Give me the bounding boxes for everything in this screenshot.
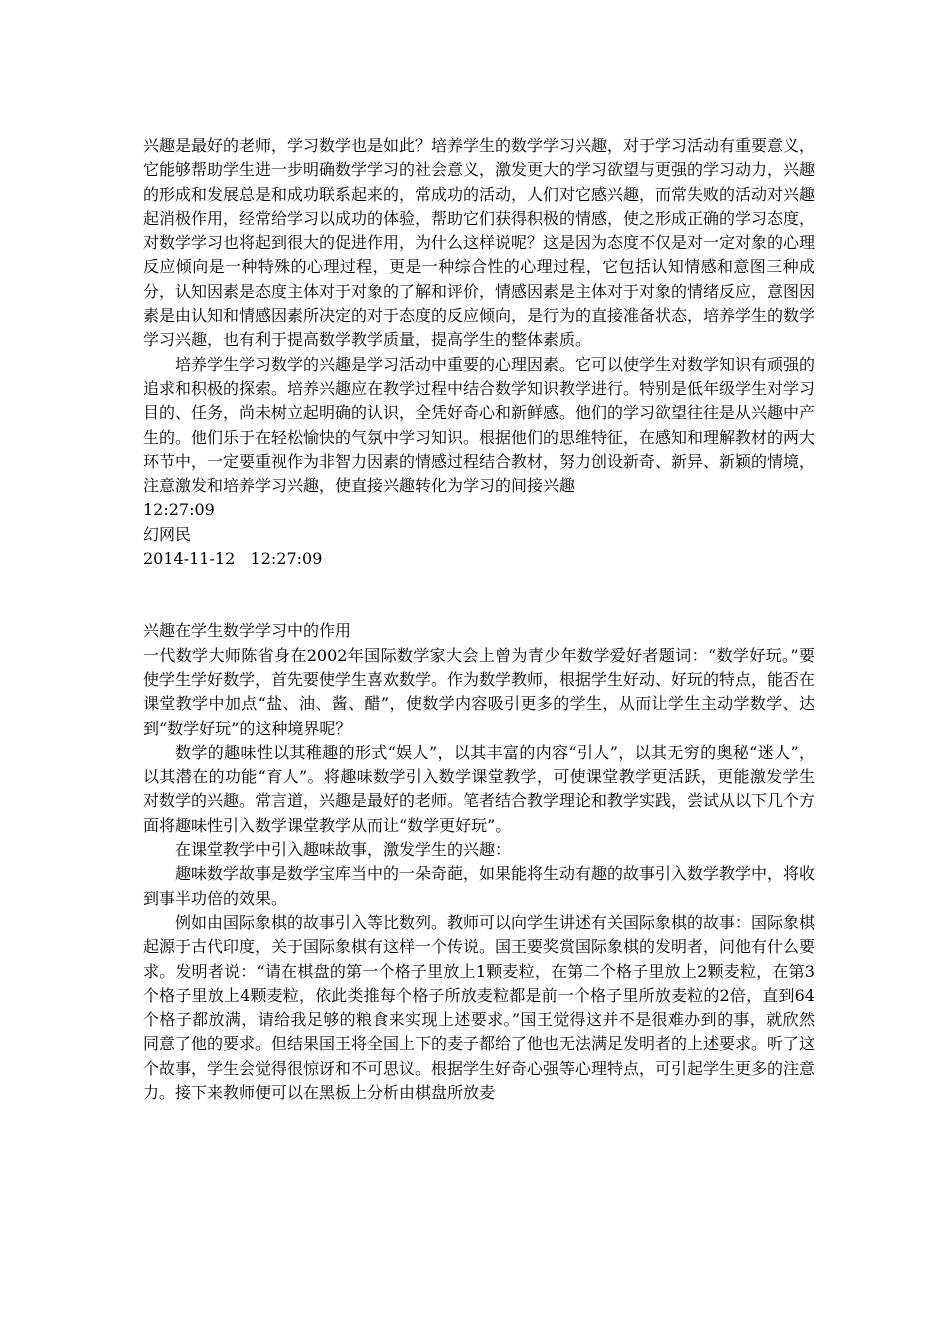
document-page — [143, 134, 815, 1105]
spacer — [143, 571, 815, 619]
story-heading: 在课堂教学中引入趣味故事，激发学生的兴趣： — [175, 840, 512, 860]
intro-paragraph: 兴趣是最好的老师，学习数学也是如此？培养学生的数学学习兴趣，对于学习活动有重要意义，它能够帮助学生进一步明确数学学习的社会意义，激发更大的学习欲望与更强的学习动力，兴趣的形成和发展总是和成功联系起来的，常成功的活动，人们对它感兴趣，而常失败的活动对兴趣起消极作用，经常给学习以成功的体验，帮助它们获得积极的情感，使之形成正确的学习态度，对数学学习也将起到很大的促进作用，为什么这样说呢？这是因为态度不仅是对一定对象的心理反应倾向是一种特殊的心理过程，更是一种综合性的心理过程，它包括认知情感和意图三种成分，认知因素是态度主体对于对象的了解和评价，情感因素是主体对于对象的情绪反应，意图因素是由认知和情感因素所决定的对于态度的反应倾向，是行为的直接准备状态，培养学生的数学学习兴趣，也有利于提高数学教学质量，提高学生的整体素质。 — [143, 136, 816, 350]
post-time: 12:27:09 — [143, 500, 215, 520]
fun-math-paragraph: 数学的趣味性以其稚趣的形式“娱人”，以其丰富的内容“引人”，以其无穷的奥秘“迷人”，以其潜在的功能“育人”。将趣味数学引入数学课堂教学，可使课堂教学更活跃，更能激发学生对数学的兴趣。常言道，兴趣是最好的老师。笔者结合教学理论和教学实践，尝试从以下几个方面将趣味性引入数学课堂教学从而让“数学更好玩”。 — [143, 742, 816, 835]
story-intro-paragraph: 趣味数学故事是数学宝库当中的一朵奇葩，如果能将生动有趣的故事引入数学教学中，将收到事半功倍的效果。 — [143, 864, 816, 908]
post-author: 幻网民 — [143, 524, 192, 544]
chen-quote-paragraph: 一代数学大师陈省身在2002年国际数学家大会上曾为青少年数学爱好者题词：“数学好玩。”要使学生学好数学，首先要使学生喜欢数学。作为数学教师，根据学生好动、好玩的特点，能否在课堂教学中加点“盐、油、酱、醋”，使数学内容吸引更多的学生，从而让学生主动学数学、达到“数学好玩”的这种境界呢？ — [143, 645, 816, 738]
chess-story-paragraph: 例如由国际象棋的故事引入等比数列。教师可以向学生讲述有关国际象棋的故事：国际象棋起源于古代印度，关于国际象棋有这样一个传说。国王要奖赏国际象棋的发明者，问他有什么要求。发明者说：“请在棋盘的第一个格子里放上1颗麦粒，在第二个格子里放上2颗麦粒，在第3个格子里放上4颗麦粒，依此类推每个格子所放麦粒都是前一个格子里所放麦粒的2倍，直到64个格子都放满，请给我足够的粮食来实现上述要求。”国王觉得这并不是很难办到的事，就欣然同意了他的要求。但结果国王将全国上下的麦子都给了他也无法满足发明者的上述要求。听了这个故事，学生会觉得很惊讶和不可思议。根据学生好奇心强等心理特点，可引起学生更多的注意力。接下来教师便可以在黑板上分析由棋盘所放麦 — [143, 912, 816, 1102]
interest-paragraph: 培养学生学习数学的兴趣是学习活动中重要的心理因素。它可以使学生对数学知识有顽强的追求和积极的探索。培养兴趣应在教学过程中结合数学知识教学进行。特别是低年级学生对学习目的、任务，尚未树立起明确的认识，全凭好奇心和新鲜感。他们的学习欲望往往是从兴趣中产生的。他们乐于在轻松愉快的气氛中学习知识。根据他们的思维特征，在感知和理解教材的两大环节中，一定要重视作为非智力因素的情感过程结合教材，努力创设新奇、新异、新颖的情境，注意激发和培养学习兴趣，使直接兴趣转化为学习的间接兴趣 — [143, 354, 816, 496]
article-title: 兴趣在学生数学学习中的作用 — [143, 621, 352, 641]
post-datetime: 2014-11-12 12:27:09 — [143, 549, 323, 569]
